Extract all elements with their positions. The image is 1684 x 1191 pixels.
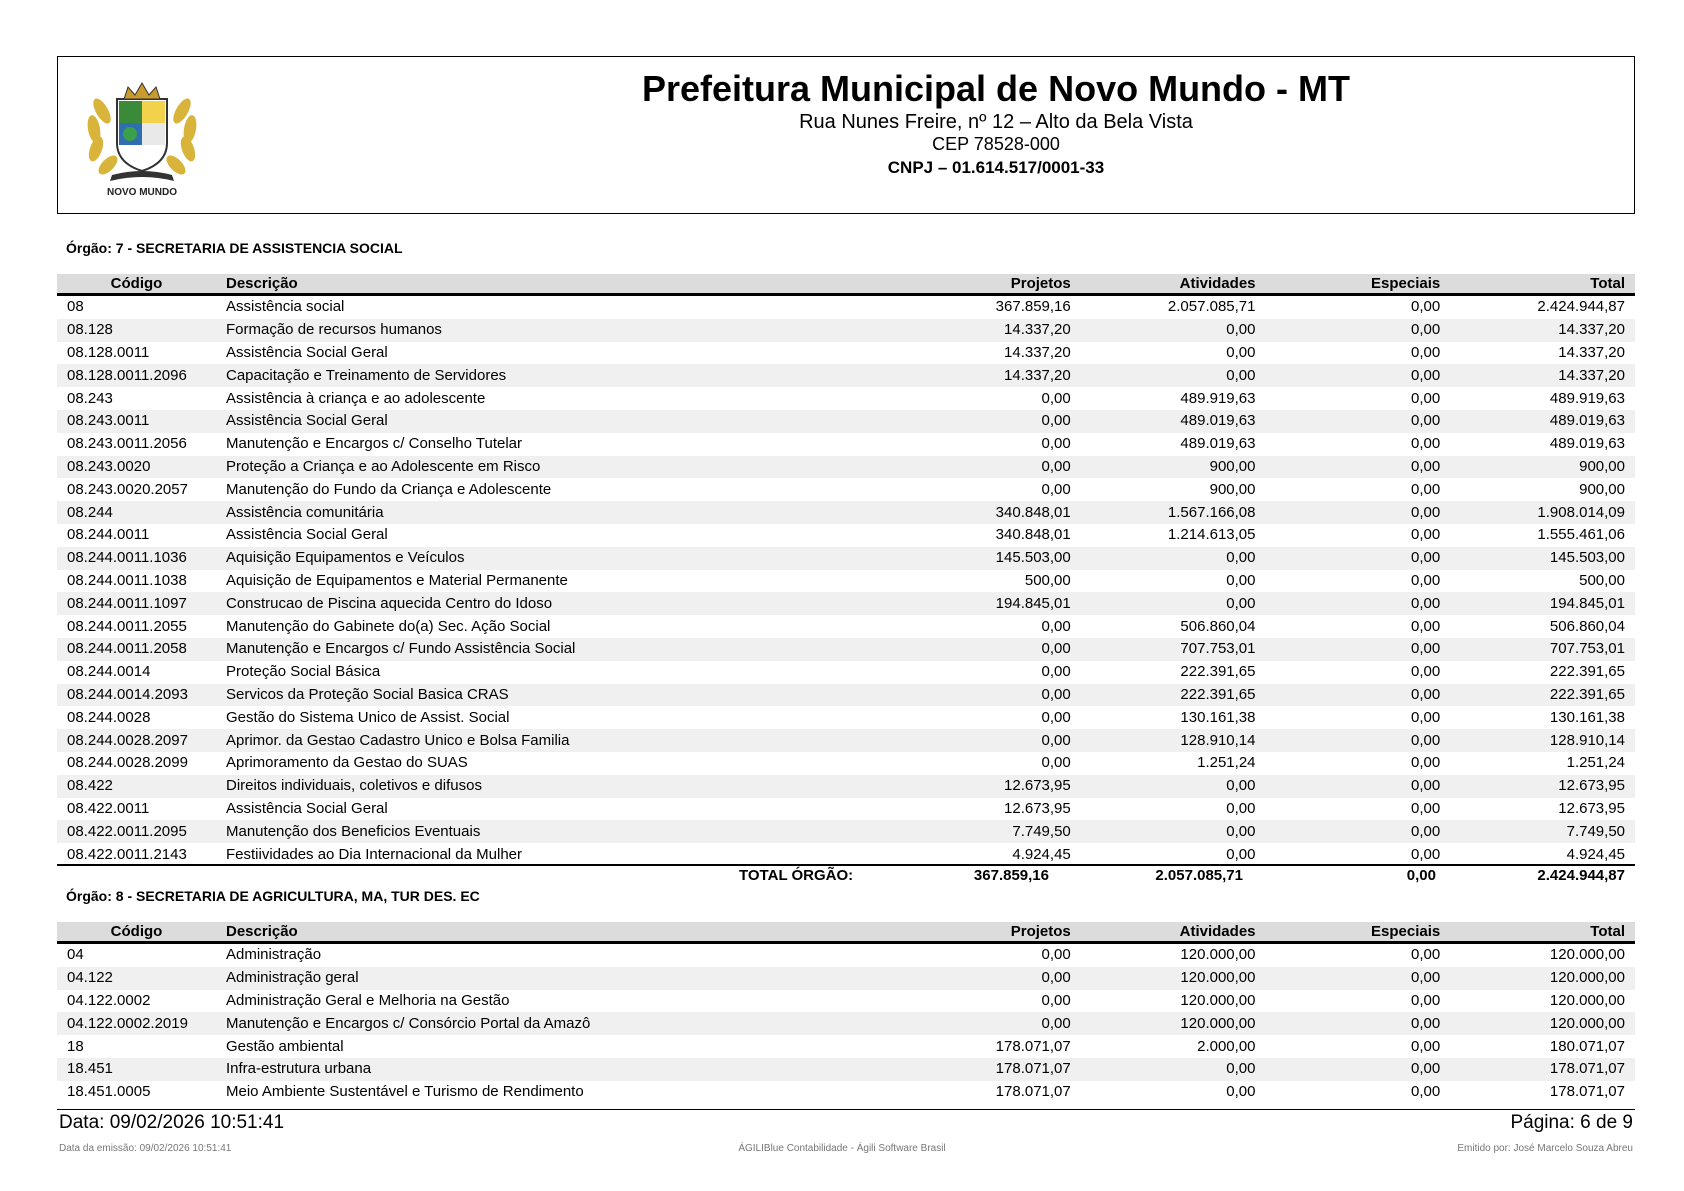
table-row	[57, 729, 1635, 752]
table-row	[57, 319, 1635, 342]
cell-codigo: 08.244.0011.1036	[57, 547, 216, 570]
cell-especiais: 0,00	[1411, 845, 1441, 863]
cell-especiais: 0,00	[1411, 708, 1441, 726]
cell-total: 1.908.014,09	[1450, 501, 1635, 524]
cell-total: 7.749,50	[1450, 820, 1635, 843]
cell-codigo: 08.244.0028	[67, 708, 151, 726]
cell-descricao: Proteção a Criança e ao Adolescente em Risco	[216, 456, 896, 479]
table-row	[57, 752, 1635, 775]
cell-total: 707.753,01	[1450, 638, 1635, 661]
cell-especiais: 0,00	[1266, 775, 1451, 798]
cell-total: 900,00	[1579, 480, 1625, 498]
cell-descricao: Construcao de Piscina aquecida Centro do Idoso	[216, 592, 896, 615]
cell-total: 489.019,63	[1450, 410, 1635, 433]
cell-codigo: 18.451.0005	[67, 1083, 151, 1101]
cell-atividades: 2.057.085,71	[1167, 298, 1256, 316]
footer-page-number: Página: 6 de 9	[1510, 1112, 1633, 1133]
cell-descricao: Assistência comunitária	[216, 501, 896, 524]
total-especiais: 0,00	[1406, 867, 1436, 884]
cell-projetos: 0,00	[896, 684, 1081, 707]
table-row	[57, 1012, 1635, 1035]
cell-atividades: 489.019,63	[1180, 435, 1256, 453]
cell-descricao: Infra-estrutura urbana	[216, 1058, 896, 1081]
table-row	[57, 615, 1635, 638]
cell-especiais: 0,00	[1411, 799, 1441, 817]
cell-total: 222.391,65	[1450, 684, 1635, 707]
cell-codigo: 08.244.0011.2055	[67, 617, 187, 635]
cell-atividades: 130.161,38	[1180, 708, 1256, 726]
cell-projetos: 0,00	[1041, 663, 1071, 681]
cell-descricao: Manutenção do Fundo da Criança e Adolescente	[226, 480, 552, 498]
cell-descricao: Administração Geral e Melhoria na Gestão	[226, 991, 510, 1009]
cell-descricao: Assistência Social Geral	[226, 343, 388, 361]
orgao-8-title: Órgão: 8 - SECRETARIA DE AGRICULTURA, MA, TUR DES. EC	[66, 888, 480, 904]
table-header-row	[57, 922, 1635, 943]
cell-descricao: Capacitação e Treinamento de Servidores	[216, 364, 896, 387]
cell-projetos: 0,00	[1041, 754, 1071, 772]
orgao-7-total-row	[57, 864, 1635, 886]
cell-especiais: 0,00	[1266, 410, 1451, 433]
cell-projetos: 0,00	[1041, 946, 1071, 964]
cell-codigo: 08.243.0020	[57, 456, 216, 479]
cell-total: 500,00	[1579, 571, 1625, 589]
report-header	[57, 56, 1635, 214]
cell-descricao: Administração	[226, 946, 322, 964]
cell-especiais: 0,00	[1266, 1012, 1451, 1035]
cell-total: 180.071,07	[1549, 1037, 1625, 1055]
cell-codigo: 08.243.0011.2056	[67, 435, 187, 453]
cell-descricao: Gestão do Sistema Unico de Assist. Social	[226, 708, 510, 726]
cell-especiais: 0,00	[1411, 1083, 1441, 1101]
cell-atividades: 489.019,63	[1081, 410, 1266, 433]
cell-projetos: 367.859,16	[995, 298, 1071, 316]
cell-projetos: 14.337,20	[896, 364, 1081, 387]
cell-descricao: Direitos individuais, coletivos e difusos	[216, 775, 896, 798]
cell-descricao: Proteção Social Básica	[226, 663, 381, 681]
cell-descricao: Administração geral	[216, 967, 896, 990]
footer-issued-by: Emitido por: José Marcelo Souza Abreu	[1457, 1143, 1633, 1154]
col-projetos: Projetos	[896, 274, 1081, 295]
cell-especiais: 0,00	[1411, 389, 1441, 407]
cell-atividades: 1.567.166,08	[1081, 501, 1266, 524]
cell-codigo: 08.243.0011	[57, 410, 216, 433]
table-row	[57, 843, 1635, 866]
table-row	[57, 1081, 1635, 1104]
cell-especiais: 0,00	[1411, 617, 1441, 635]
cell-projetos: 500,00	[1024, 571, 1071, 589]
cell-total: 222.391,65	[1549, 663, 1625, 681]
cell-descricao: Aquisição Equipamentos e Veículos	[216, 547, 896, 570]
col-atividades: Atividades	[1081, 922, 1266, 943]
cell-especiais: 0,00	[1266, 364, 1451, 387]
table-row	[57, 798, 1635, 821]
cell-projetos: 178.071,07	[896, 1058, 1081, 1081]
cell-descricao: Manutenção e Encargos c/ Fundo Assistência Social	[216, 638, 896, 661]
cell-atividades: 0,00	[1226, 845, 1256, 863]
cell-total: 120.000,00	[1450, 1012, 1635, 1035]
cell-descricao: Aprimor. da Gestao Cadastro Unico e Bolsa Familia	[216, 729, 896, 752]
cell-descricao: Aquisição de Equipamentos e Material Permanente	[226, 571, 568, 589]
cell-atividades: 0,00	[1226, 571, 1256, 589]
col-codigo: Código	[57, 274, 216, 295]
cell-atividades: 120.000,00	[1180, 946, 1256, 964]
cell-projetos: 14.337,20	[1004, 343, 1071, 361]
cell-descricao: Assistência Social Geral	[226, 799, 388, 817]
cell-atividades: 0,00	[1081, 1058, 1266, 1081]
cell-atividades: 1.214.613,05	[1167, 526, 1256, 544]
cell-codigo: 08	[67, 298, 84, 316]
cell-codigo: 08.243	[67, 389, 113, 407]
cell-projetos: 0,00	[896, 410, 1081, 433]
cell-atividades: 222.391,65	[1180, 663, 1256, 681]
table-row	[57, 592, 1635, 615]
cell-projetos: 12.673,95	[896, 775, 1081, 798]
cell-atividades: 0,00	[1226, 1083, 1256, 1101]
table-row	[57, 820, 1635, 843]
table-row	[57, 478, 1635, 501]
col-atividades: Atividades	[1081, 274, 1266, 295]
cell-total: 489.019,63	[1549, 435, 1625, 453]
cell-projetos: 178.071,07	[995, 1083, 1071, 1101]
cell-total: 2.424.944,87	[1537, 298, 1625, 316]
col-total: Total	[1450, 922, 1635, 943]
cell-total: 14.337,20	[1450, 319, 1635, 342]
address: Rua Nunes Freire, nº 12 – Alto da Bela Vista	[799, 111, 1193, 133]
table-row	[57, 387, 1635, 410]
cell-codigo: 08.244.0014.2093	[57, 684, 216, 707]
cell-descricao: Assistência Social Geral	[226, 526, 388, 544]
cell-descricao: Servicos da Proteção Social Basica CRAS	[216, 684, 896, 707]
cell-total: 900,00	[1450, 456, 1635, 479]
cell-total: 194.845,01	[1450, 592, 1635, 615]
orgao-7-title: Órgão: 7 - SECRETARIA DE ASSISTENCIA SOCIAL	[66, 240, 403, 256]
total-projetos: 367.859,16	[973, 867, 1049, 884]
cell-especiais: 0,00	[1411, 435, 1441, 453]
cell-descricao: Meio Ambiente Sustentável e Turismo de Rendimento	[226, 1083, 584, 1101]
cell-descricao: Gestão ambiental	[226, 1037, 344, 1055]
cell-atividades: 128.910,14	[1081, 729, 1266, 752]
table-row	[57, 661, 1635, 684]
cell-atividades: 0,00	[1226, 343, 1256, 361]
cell-codigo: 04.122.0002	[67, 991, 151, 1009]
cell-atividades: 2.000,00	[1197, 1037, 1256, 1055]
table-row	[57, 638, 1635, 661]
cell-total: 128.910,14	[1450, 729, 1635, 752]
cell-total: 1.251,24	[1566, 754, 1625, 772]
cell-codigo: 08.244.0011.2058	[57, 638, 216, 661]
cell-codigo: 08.244.0028.2097	[57, 729, 216, 752]
cell-projetos: 0,00	[896, 638, 1081, 661]
cell-atividades: 0,00	[1081, 364, 1266, 387]
table-row	[57, 775, 1635, 798]
cell-descricao: Festiividades ao Dia Internacional da Mulher	[226, 845, 522, 863]
cell-atividades: 0,00	[1081, 319, 1266, 342]
cell-atividades: 0,00	[1081, 820, 1266, 843]
cell-codigo: 08.422.0011	[67, 799, 150, 817]
cell-codigo: 08.243.0020.2057	[67, 480, 188, 498]
cell-atividades: 0,00	[1081, 547, 1266, 570]
cell-especiais: 0,00	[1266, 967, 1451, 990]
cell-codigo: 08.422.0011.2095	[57, 820, 216, 843]
cell-descricao: Manutenção dos Beneficios Eventuais	[216, 820, 896, 843]
cell-descricao: Manutenção e Encargos c/ Consórcio Portal da Amazô	[216, 1012, 896, 1035]
cell-codigo: 08.244.0014	[67, 663, 151, 681]
cell-total: 120.000,00	[1549, 946, 1625, 964]
cell-codigo: 08.422	[57, 775, 216, 798]
cell-especiais: 0,00	[1411, 663, 1441, 681]
cell-total: 120.000,00	[1549, 991, 1625, 1009]
table-row	[57, 410, 1635, 433]
table-row	[57, 295, 1635, 319]
table-row	[57, 684, 1635, 707]
cell-total: 4.924,45	[1566, 845, 1625, 863]
cell-atividades: 120.000,00	[1081, 1012, 1266, 1035]
table-row	[57, 342, 1635, 365]
cell-projetos: 7.749,50	[896, 820, 1081, 843]
cell-projetos: 0,00	[1041, 617, 1071, 635]
table-row	[57, 364, 1635, 387]
total-label: TOTAL ÓRGÃO:	[739, 867, 854, 884]
table-row	[57, 433, 1635, 456]
table-row	[57, 570, 1635, 593]
cell-projetos: 0,00	[1041, 708, 1071, 726]
cell-projetos: 0,00	[1041, 389, 1071, 407]
table-row	[57, 501, 1635, 524]
cell-especiais: 0,00	[1266, 729, 1451, 752]
cell-projetos: 0,00	[896, 967, 1081, 990]
cell-total: 489.919,63	[1549, 389, 1625, 407]
cell-atividades: 120.000,00	[1180, 991, 1256, 1009]
cell-codigo: 04.122.0002.2019	[57, 1012, 216, 1035]
table-row	[57, 547, 1635, 570]
cell-codigo: 18.451	[57, 1058, 216, 1081]
table-row	[57, 990, 1635, 1013]
cell-especiais: 0,00	[1266, 547, 1451, 570]
footer-date: Data: 09/02/2026 10:51:41	[59, 1112, 285, 1133]
col-codigo: Código	[57, 922, 216, 943]
cell-especiais: 0,00	[1411, 343, 1441, 361]
cell-atividades: 707.753,01	[1081, 638, 1266, 661]
cell-total: 178.071,07	[1450, 1058, 1635, 1081]
cell-especiais: 0,00	[1411, 754, 1441, 772]
cell-codigo: 08.244	[57, 501, 216, 524]
total-geral: 2.424.944,87	[1537, 867, 1625, 884]
cell-projetos: 12.673,95	[1004, 799, 1071, 817]
cell-atividades: 900,00	[1081, 456, 1266, 479]
cell-codigo: 08.128.0011	[67, 343, 150, 361]
cell-descricao: Assistência à criança e ao adolescente	[226, 389, 486, 407]
cell-especiais: 0,00	[1266, 319, 1451, 342]
table-row	[57, 1058, 1635, 1081]
cell-descricao: Assistência social	[226, 298, 345, 316]
cell-codigo: 08.244.0011	[67, 526, 150, 544]
cell-codigo: 08.244.0011.1097	[57, 592, 216, 615]
cell-atividades: 900,00	[1209, 480, 1256, 498]
footer-software: ÁGILIBlue Contabilidade - Ágili Software Brasil	[738, 1143, 946, 1154]
cell-codigo: 08.128	[57, 319, 216, 342]
table-row	[57, 967, 1635, 990]
page-title: Prefeitura Municipal de Novo Mundo - MT	[641, 68, 1350, 109]
svg-text:NOVO MUNDO: NOVO MUNDO	[107, 187, 177, 198]
cell-projetos: 145.503,00	[896, 547, 1081, 570]
cell-projetos: 0,00	[896, 456, 1081, 479]
cell-especiais: 0,00	[1266, 820, 1451, 843]
col-especiais: Especiais	[1266, 922, 1451, 943]
cell-projetos: 0,00	[896, 1012, 1081, 1035]
cep: CEP 78528-000	[932, 134, 1060, 154]
cell-atividades: 489.919,63	[1180, 389, 1256, 407]
cell-especiais: 0,00	[1411, 991, 1441, 1009]
cell-descricao: Aprimoramento da Gestao do SUAS	[226, 754, 468, 772]
cell-projetos: 340.848,01	[995, 526, 1071, 544]
table-row	[57, 456, 1635, 479]
cell-projetos: 0,00	[896, 729, 1081, 752]
cell-total: 120.000,00	[1450, 967, 1635, 990]
cell-total: 145.503,00	[1450, 547, 1635, 570]
cnpj: CNPJ – 01.614.517/0001-33	[887, 158, 1105, 177]
cell-codigo: 04.122	[57, 967, 216, 990]
cell-atividades: 120.000,00	[1081, 967, 1266, 990]
cell-atividades: 0,00	[1081, 775, 1266, 798]
cell-especiais: 0,00	[1411, 946, 1441, 964]
total-atividades: 2.057.085,71	[1155, 867, 1243, 884]
cell-total: 1.555.461,06	[1537, 526, 1625, 544]
cell-codigo: 08.422.0011.2143	[67, 845, 187, 863]
cell-total: 130.161,38	[1549, 708, 1625, 726]
orgao-7-table	[57, 274, 1635, 866]
col-projetos: Projetos	[896, 922, 1081, 943]
footer-divider	[57, 1109, 1635, 1110]
col-especiais: Especiais	[1266, 274, 1451, 295]
cell-projetos: 4.924,45	[1012, 845, 1071, 863]
cell-total: 178.071,07	[1549, 1083, 1625, 1101]
table-header-row	[57, 274, 1635, 295]
footer-emission-date: Data da emissão: 09/02/2026 10:51:41	[59, 1143, 232, 1154]
cell-total: 506.860,04	[1549, 617, 1625, 635]
table-row	[57, 524, 1635, 547]
cell-especiais: 0,00	[1266, 592, 1451, 615]
cell-especiais: 0,00	[1411, 571, 1441, 589]
cell-atividades: 0,00	[1081, 592, 1266, 615]
cell-atividades: 1.251,24	[1197, 754, 1256, 772]
cell-projetos: 340.848,01	[896, 501, 1081, 524]
cell-especiais: 0,00	[1411, 1037, 1441, 1055]
cell-atividades: 0,00	[1226, 799, 1256, 817]
municipal-coat-of-arms-logo	[72, 71, 212, 201]
cell-atividades: 506.860,04	[1180, 617, 1256, 635]
cell-codigo: 18	[67, 1037, 84, 1055]
cell-especiais: 0,00	[1411, 526, 1441, 544]
cell-atividades: 222.391,65	[1081, 684, 1266, 707]
cell-especiais: 0,00	[1266, 501, 1451, 524]
orgao-8-table	[57, 922, 1635, 1104]
cell-especiais: 0,00	[1266, 456, 1451, 479]
col-total: Total	[1450, 274, 1635, 295]
cell-especiais: 0,00	[1266, 638, 1451, 661]
cell-especiais: 0,00	[1411, 480, 1441, 498]
cell-projetos: 0,00	[1041, 480, 1071, 498]
cell-projetos: 194.845,01	[896, 592, 1081, 615]
cell-total: 14.337,20	[1450, 364, 1635, 387]
cell-total: 14.337,20	[1558, 343, 1625, 361]
table-row	[57, 706, 1635, 729]
cell-codigo: 08.244.0011.1038	[67, 571, 187, 589]
cell-total: 12.673,95	[1450, 775, 1635, 798]
cell-projetos: 178.071,07	[995, 1037, 1071, 1055]
table-row	[57, 943, 1635, 967]
cell-projetos: 0,00	[1041, 435, 1071, 453]
cell-total: 12.673,95	[1558, 799, 1625, 817]
cell-descricao: Formação de recursos humanos	[216, 319, 896, 342]
cell-especiais: 0,00	[1411, 298, 1441, 316]
col-descricao: Descrição	[216, 274, 896, 295]
col-descricao: Descrição	[216, 922, 896, 943]
cell-descricao: Manutenção e Encargos c/ Conselho Tutelar	[226, 435, 523, 453]
cell-codigo: 08.244.0028.2099	[67, 754, 188, 772]
cell-projetos: 14.337,20	[896, 319, 1081, 342]
cell-especiais: 0,00	[1266, 684, 1451, 707]
cell-descricao: Manutenção do Gabinete do(a) Sec. Ação Social	[226, 617, 551, 635]
cell-codigo: 08.128.0011.2096	[57, 364, 216, 387]
cell-descricao: Assistência Social Geral	[216, 410, 896, 433]
table-row	[57, 1035, 1635, 1058]
cell-especiais: 0,00	[1266, 1058, 1451, 1081]
cell-codigo: 04	[67, 946, 84, 964]
cell-projetos: 0,00	[1041, 991, 1071, 1009]
